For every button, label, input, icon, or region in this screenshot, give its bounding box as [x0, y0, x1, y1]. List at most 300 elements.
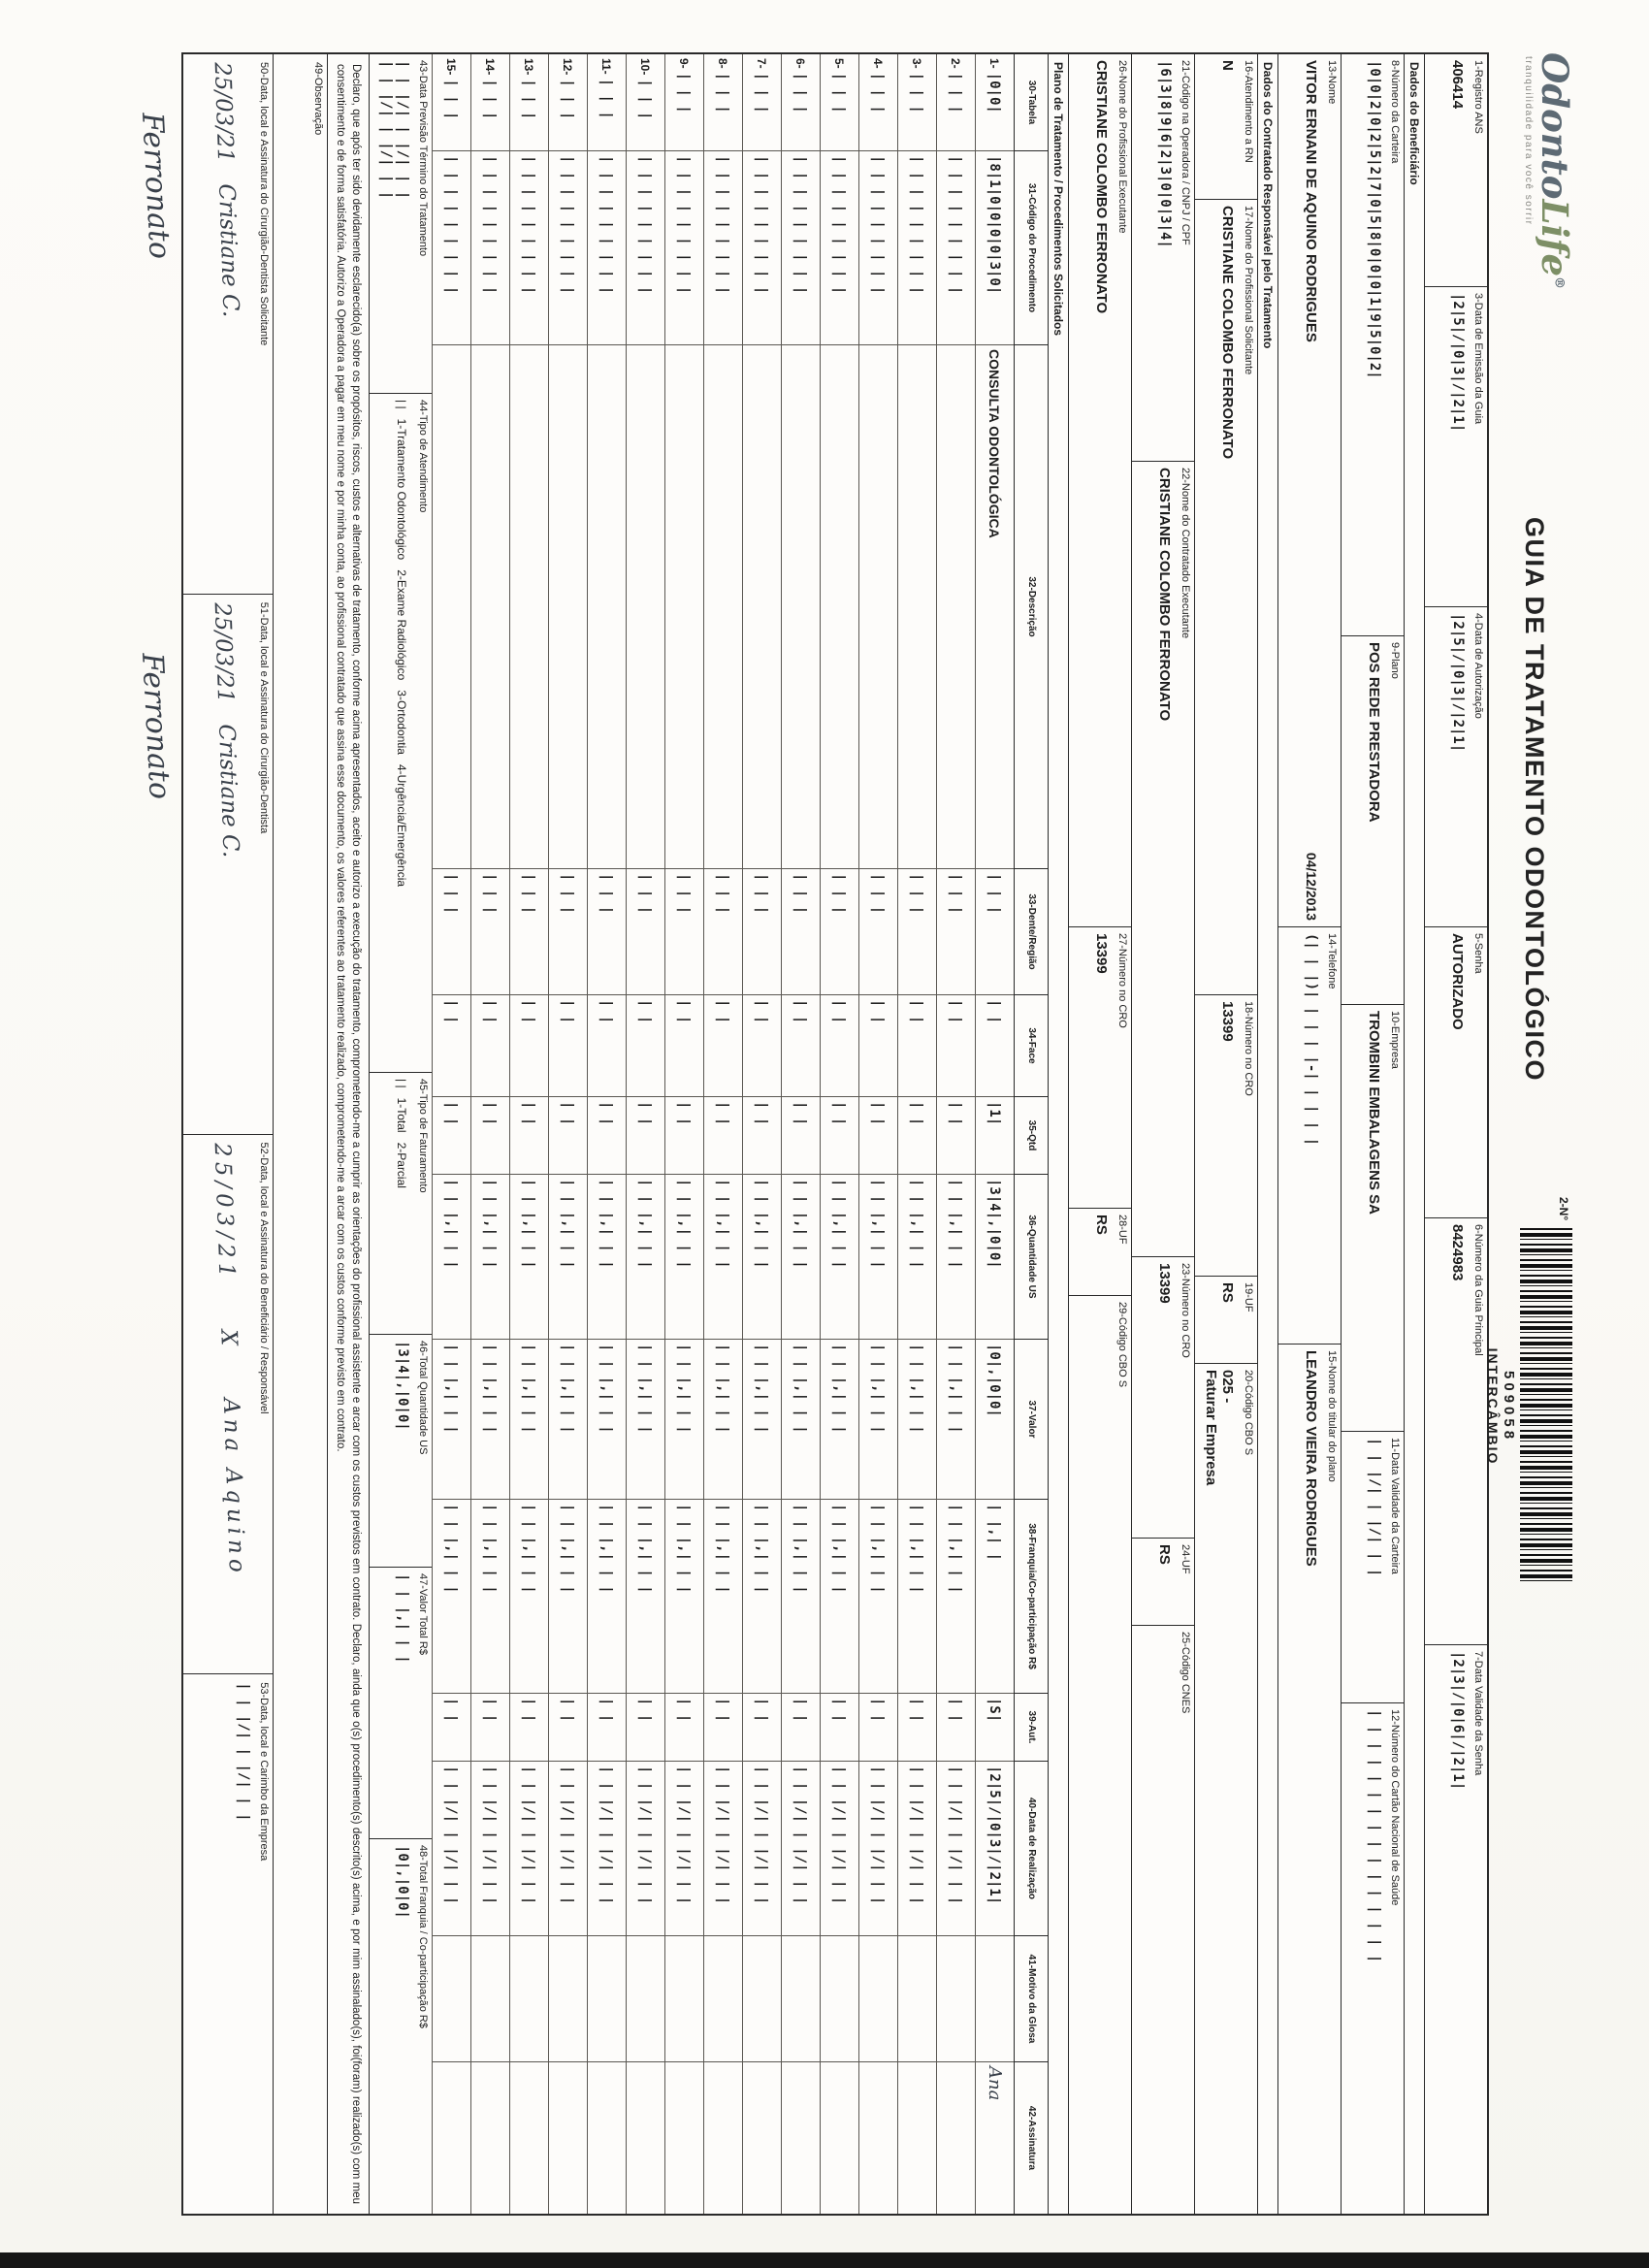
cell-value: | | [482, 1101, 499, 1126]
field-codigo-cnes [1132, 1626, 1194, 2214]
cell-quantidade-us [704, 1175, 742, 1340]
field-empresa [1342, 1005, 1404, 1432]
cell-value: | | [715, 999, 731, 1024]
cell-value: | | | [948, 873, 964, 915]
cell-value: | | |,| | | [443, 1504, 460, 1594]
cell-dente [821, 869, 858, 995]
cell-face [510, 995, 548, 1097]
section-dados-contratado: Dados do Contratado Responsável pelo Tratamento [1257, 54, 1277, 2214]
cell-data-realizacao [898, 1762, 936, 1936]
table-row [820, 54, 858, 2214]
handwritten-date-signature: 25/03/21 X Ana Aquino [209, 1142, 250, 1577]
cell-data-realizacao [471, 1762, 509, 1936]
cell-descricao [898, 345, 936, 869]
col-header-tabela: 30-Tabela [1015, 54, 1048, 151]
guia-number-block [1485, 1197, 1580, 1585]
cell-aut [976, 1694, 1014, 1762]
cell-valor [937, 1340, 975, 1500]
field-value: |0|,|0|0| [395, 1845, 411, 1919]
field-value: LEANDRO VIEIRA RODRIGUES [1303, 1350, 1320, 1567]
field-atendimento-rn [1195, 54, 1257, 200]
cell-value: | | |,| | | [792, 1344, 809, 1434]
cell-data-realizacao [665, 1762, 703, 1936]
cell-assinatura [471, 2062, 509, 2214]
field-label: 19-UF [1243, 1282, 1254, 1312]
field-label: 48-Total Franquia / Co-participação R$ [417, 1845, 429, 2028]
cell-value: | | | [443, 79, 460, 120]
registered-mark-icon: ® [1551, 275, 1567, 289]
field-label: 49-Observação [311, 62, 324, 136]
field-label: 17-Nome do Profissional Solicitante [1243, 206, 1254, 375]
field-label: 13-Nome [1326, 60, 1338, 105]
cell-assinatura [743, 2062, 781, 2214]
cell-codigo [510, 151, 548, 345]
cell-franquia [665, 1500, 703, 1694]
signature-beneficiario [183, 1135, 273, 1675]
cell-value: | | |/| | |/| | | [676, 1766, 693, 1905]
cell-assinatura [549, 2062, 587, 2214]
cell-codigo [588, 151, 626, 345]
cell-value: | | [715, 1101, 731, 1126]
cell-value: | | |/| | |/| | | [521, 1766, 537, 1905]
signature-cirurgiao-dentista [134, 595, 273, 1135]
guia-number-label: 2-N° [1557, 1197, 1570, 1221]
cell-assinatura [821, 2062, 858, 2214]
handwritten-surname-overflow: Ferronato [134, 112, 177, 260]
cell-value: | | [598, 999, 615, 1024]
cell-codigo [937, 151, 975, 345]
col-header-descricao: 32-Descrição [1015, 345, 1048, 869]
handwritten-surname-overflow: Ferronato [134, 651, 177, 800]
cell-franquia [782, 1500, 820, 1694]
cell-valor [821, 1340, 858, 1500]
cell-value: | | | [521, 873, 537, 915]
cell-quantidade-us [976, 1175, 1014, 1340]
col-header-face: 34-Face [1015, 995, 1048, 1097]
field-value-2: | | |/| | |/| | | [378, 60, 395, 200]
table-row [509, 54, 548, 2214]
cell-value: | | | | | | | | | [521, 155, 537, 295]
field-value: | | |/| | |/| | | [395, 60, 411, 200]
cell-value: | | |,| | | [676, 1344, 693, 1434]
field-profissional-executante [1069, 54, 1131, 927]
field-value: CRISTIANE COLOMBO FERRONATO [1093, 60, 1111, 314]
cell-assinatura [859, 2062, 897, 2214]
field-value: 8424983 [1449, 1224, 1467, 1281]
field-label: 23-Número no CRO [1180, 1263, 1191, 1358]
cell-value: | | |,| | | [715, 1179, 731, 1269]
cell-franquia [704, 1500, 742, 1694]
cell-dente [665, 869, 703, 995]
cell-franquia [976, 1500, 1014, 1694]
cell-value: | | [637, 999, 654, 1024]
field-tipo-atendimento [370, 394, 432, 1073]
cell-value: | | |,| | | [948, 1504, 964, 1594]
field-value: POS REDE PRESTADORA [1366, 642, 1383, 823]
row-number: 12- [561, 58, 575, 76]
cell-value: | | | | | | | | | [715, 155, 731, 295]
cell-dente [704, 869, 742, 995]
field-label: 11-Data Validade da Carteira [1389, 1438, 1401, 1574]
cell-quantidade-us [549, 1175, 587, 1340]
cell-value: | | |,| | | [482, 1179, 499, 1269]
cell-value: | | |,| | | [909, 1344, 925, 1434]
cell-value: |8|1|0|0|0|0|3|0| [986, 155, 1003, 295]
cell-value: | | |,| | | [792, 1504, 809, 1594]
field-profissional-solicitante [1195, 200, 1257, 995]
cell-value: | | |/| | |/| | | [909, 1766, 925, 1905]
logo-tagline: tranquilidade para você sorrir [1523, 56, 1534, 226]
field-value-2: Faturar Empresa [1203, 1370, 1220, 1486]
field-label: 14-Telefone [1326, 933, 1338, 989]
cell-value: | | | [715, 72, 731, 113]
cell-value: | | | [831, 72, 848, 113]
col-header-qtd: 35-Qtd [1015, 1097, 1048, 1175]
table-row [858, 54, 897, 2214]
cell-motivo-glosa [627, 1936, 664, 2062]
cell-assinatura [898, 2062, 936, 2214]
handwritten-date-signature: 25/03/21 Cristiane C. [209, 61, 243, 318]
row-number: 1- [987, 58, 1002, 69]
cell-motivo-glosa [704, 1936, 742, 2062]
handwritten-signature: Ana [985, 2066, 1005, 2101]
field-value: |2|5|/|0|3|/|2|1| [1450, 613, 1467, 753]
field-cartao-nacional-saude [1342, 1703, 1404, 2214]
cell-value: | | | [560, 79, 576, 120]
cell-motivo-glosa [859, 1936, 897, 2062]
field-label: 1-Registro ANS [1472, 60, 1484, 134]
cell-value: | | |,| | | [870, 1344, 887, 1434]
row-number: 15- [444, 58, 459, 76]
cell-motivo-glosa [549, 1936, 587, 2062]
cell-tabela [627, 54, 664, 151]
cell-value: | | |/| | |/| | | [598, 1766, 615, 1905]
cell-motivo-glosa [976, 1936, 1014, 2062]
cell-value: | | [521, 1101, 537, 1126]
field-observacao [273, 54, 327, 2214]
cell-value: | | |,| | | [443, 1344, 460, 1434]
cell-value: | | | | | | | | | [676, 155, 693, 295]
cell-value: | | | [870, 873, 887, 915]
col-header-data-realizacao: 40-Data de Realização [1015, 1762, 1048, 1936]
cell-aut [821, 1694, 858, 1762]
cell-quantidade-us [859, 1175, 897, 1340]
cell-data-realizacao [937, 1762, 975, 1936]
cell-face [549, 995, 587, 1097]
field-value: | | |/| | |/| | | [236, 1682, 252, 1822]
cell-valor [471, 1340, 509, 1500]
cell-value: | | | [637, 79, 654, 120]
cell-face [665, 995, 703, 1097]
field-data-autorizacao [1425, 607, 1487, 927]
field-value: RS [1156, 1544, 1174, 1565]
cell-codigo [433, 151, 470, 345]
field-total-quantidade-us [370, 1335, 432, 1568]
field-uf-executante [1069, 1209, 1131, 1296]
field-value: 406414 [1449, 60, 1467, 110]
cell-value: | | |,| | | [909, 1504, 925, 1594]
cell-qtd [704, 1097, 742, 1175]
field-data-emissao [1425, 287, 1487, 607]
field-nome-titular [1278, 1345, 1341, 2214]
cell-value: | | | | | | | | | [443, 155, 460, 295]
row-contratado-3 [1068, 54, 1131, 2214]
cell-motivo-glosa [782, 1936, 820, 2062]
cell-motivo-glosa [665, 1936, 703, 2062]
field-label: 21-Código na Operadora / CNPJ / CPF [1180, 60, 1191, 245]
field-label: 12-Número do Cartão Nacional de Saúde [1389, 1709, 1401, 1906]
field-label: 18-Número no CRO [1243, 1001, 1254, 1096]
cell-value: | | |,| | | [870, 1504, 887, 1594]
cell-value: | | |,| | | [637, 1179, 654, 1269]
cell-quantidade-us [743, 1175, 781, 1340]
row-number: 2- [949, 58, 963, 69]
cell-franquia [471, 1500, 509, 1694]
field-previsao-termino [370, 54, 432, 394]
cell-descricao [433, 345, 470, 869]
cell-descricao [471, 345, 509, 869]
cell-value: | | [482, 1698, 499, 1723]
field-label: 7-Data Validade da Senha [1472, 1651, 1484, 1776]
odontolife-logo [1491, 52, 1580, 402]
form-body [134, 52, 1489, 2216]
cell-value: | | | [754, 72, 770, 113]
table-row [548, 54, 587, 2214]
cell-dente [471, 869, 509, 995]
cell-codigo [665, 151, 703, 345]
cell-valor [976, 1340, 1014, 1500]
cell-tabela [665, 54, 703, 151]
field-label: 27-Número no CRO [1116, 933, 1128, 1028]
cell-value: | | |,| | | [598, 1504, 615, 1594]
cell-value: | | | | | | | | | [482, 155, 499, 295]
row-contratado-2 [1131, 54, 1194, 2214]
cell-tabela [549, 54, 587, 151]
cell-valor [588, 1340, 626, 1500]
cell-descricao [627, 345, 664, 869]
field-label: 28-UF [1116, 1215, 1128, 1245]
cell-qtd [821, 1097, 858, 1175]
section-dados-beneficiario: Dados do Beneficiário [1404, 54, 1424, 2214]
cell-motivo-glosa [433, 1936, 470, 2062]
cell-dente [549, 869, 587, 995]
signature-carimbo-empresa [183, 1674, 273, 2214]
cell-aut [743, 1694, 781, 1762]
logo-text [1534, 52, 1576, 402]
row-number: 8- [716, 58, 730, 69]
cell-value: | |,| | [986, 1504, 1003, 1562]
row-number: 3- [910, 58, 924, 69]
cell-codigo [859, 151, 897, 345]
row-number: 14- [483, 58, 498, 76]
cell-franquia [937, 1500, 975, 1694]
cell-qtd [433, 1097, 470, 1175]
field-uf-solicitante [1195, 1277, 1257, 1364]
birth-date: 04/12/2013 [1304, 852, 1320, 921]
cell-value: | | |,| | | [482, 1504, 499, 1594]
cell-value: | | |,| | | [754, 1344, 770, 1434]
cell-data-realizacao [627, 1762, 664, 1936]
cell-value: |0|,|0|0| [986, 1344, 1003, 1417]
cell-value: | | [676, 999, 693, 1024]
field-label: 53-Data, local e Carimbo da Empresa [257, 1682, 270, 1862]
row-number: 9- [677, 58, 692, 69]
row-number: 6- [793, 58, 808, 69]
field-label: 3-Data de Emissão da Guia [1472, 293, 1484, 425]
field-label: 47-Valor Total R$ [417, 1573, 429, 1655]
cell-aut [782, 1694, 820, 1762]
cell-aut [549, 1694, 587, 1762]
cell-tabela [976, 54, 1014, 151]
cell-aut [471, 1694, 509, 1762]
field-value: AUTORIZADO [1449, 933, 1467, 1030]
cell-codigo [782, 151, 820, 345]
row-beneficiario-2 [1277, 54, 1341, 2214]
cell-value: | | [560, 999, 576, 1024]
field-label: 24-UF [1180, 1544, 1191, 1574]
cell-tabela [821, 54, 858, 151]
cell-value: | | [637, 1101, 654, 1126]
row-signatures [134, 54, 273, 2214]
field-label: 9-Plano [1389, 642, 1401, 679]
cell-value: | | | [870, 72, 887, 113]
cell-value: | | [676, 1101, 693, 1126]
header-spacer [1491, 1585, 1580, 2216]
field-nome-beneficiario [1278, 54, 1341, 927]
cell-value: | | [598, 1698, 615, 1723]
cell-aut [665, 1694, 703, 1762]
cell-value: | | [598, 1101, 615, 1126]
col-header-dente: 33-Dente/Região [1015, 869, 1048, 995]
cell-value: | | |,| | | [676, 1504, 693, 1594]
field-value: RS [1093, 1215, 1111, 1235]
col-header-quantidade-us: 36-Quantidade US [1015, 1175, 1048, 1340]
cell-value: | | [792, 1698, 809, 1723]
cell-face [433, 995, 470, 1097]
cell-assinatura [433, 2062, 470, 2214]
field-label: 52-Data, local e Assinatura do Beneficiário / Responsável [257, 1142, 270, 1414]
col-header-motivo-glosa: 41-Motivo da Glosa [1015, 1936, 1048, 2062]
cell-codigo [743, 151, 781, 345]
cell-dente [510, 869, 548, 995]
cell-value: | | |,| | | [715, 1504, 731, 1594]
cell-face [976, 995, 1014, 1097]
cell-data-realizacao [743, 1762, 781, 1936]
cell-assinatura [782, 2062, 820, 2214]
cell-value: | | | [598, 873, 615, 915]
col-header-valor: 37-Valor [1015, 1340, 1048, 1500]
cell-value: | | | [792, 873, 809, 915]
row-number: 10- [638, 58, 653, 76]
col-header-codigo: 31-Código do Procedimento [1015, 151, 1048, 345]
cell-value: | | |,| | | [598, 1344, 615, 1434]
field-validade-senha [1425, 1645, 1487, 2214]
field-guia-principal [1425, 1218, 1487, 1645]
cell-data-realizacao [433, 1762, 470, 1936]
cell-value: | | [986, 999, 1003, 1024]
row-beneficiario-1 [1341, 54, 1404, 2214]
field-value: |3|4|,|0|0| [395, 1341, 411, 1431]
cell-valor [859, 1340, 897, 1500]
cell-descricao [743, 345, 781, 869]
cell-value: |3|4|,|0|0| [986, 1179, 1003, 1269]
cell-face [704, 995, 742, 1097]
cell-qtd [743, 1097, 781, 1175]
gto-form [63, 43, 1586, 2225]
table-row [936, 54, 975, 2214]
cell-descricao [588, 345, 626, 869]
field-label: 20-Código CBO S [1243, 1370, 1254, 1456]
cell-value: | | |/| | |/| | | [792, 1766, 809, 1905]
cell-franquia [510, 1500, 548, 1694]
cell-value: | | |,| | | [482, 1344, 499, 1434]
form-title: GUIA DE TRATAMENTO ODONTOLÓGICO [1520, 517, 1549, 1082]
cell-value: | | | [482, 873, 499, 915]
cell-value: | | [792, 1101, 809, 1126]
cell-value: | | [676, 1698, 693, 1723]
cell-value: | | [831, 999, 848, 1024]
cell-value: | | |,| | | [560, 1179, 576, 1269]
cell-value: | | [560, 1698, 576, 1723]
cell-aut [704, 1694, 742, 1762]
cell-qtd [627, 1097, 664, 1175]
field-value: RS [1219, 1282, 1237, 1303]
cell-motivo-glosa [821, 1936, 858, 2062]
cell-motivo-glosa [898, 1936, 936, 2062]
cell-motivo-glosa [743, 1936, 781, 2062]
cell-quantidade-us [665, 1175, 703, 1340]
field-label: 43-Data Previsão Término do Tratamento [417, 60, 429, 257]
field-label: 51-Data, local e Assinatura do Cirurgião-Dentista [257, 601, 270, 834]
cell-value: |2|5|/|0|3|/|2|1| [986, 1766, 1003, 1905]
cell-value: | | |,| | | [715, 1344, 731, 1434]
cell-face [627, 995, 664, 1097]
cell-assinatura [627, 2062, 664, 2214]
cell-aut [433, 1694, 470, 1762]
cell-codigo [704, 151, 742, 345]
cell-tabela [588, 54, 626, 151]
cell-value: | | | [909, 873, 925, 915]
cell-value: | | [754, 999, 770, 1024]
field-label: 15-Nome do titular do plano [1326, 1350, 1338, 1482]
cell-value: | | | [715, 873, 731, 915]
cell-motivo-glosa [510, 1936, 548, 2062]
cell-franquia [859, 1500, 897, 1694]
field-value: |0|0|2|0|2|5|2|7|0|5|8|0|0|0|1|9|5|0|2| [1367, 60, 1383, 379]
cell-franquia [627, 1500, 664, 1694]
cell-value: | | |,| | | [754, 1504, 770, 1594]
cell-value: | | | | | | | | | [598, 155, 615, 295]
cell-franquia [588, 1500, 626, 1694]
row-totais [369, 54, 432, 2214]
cell-data-realizacao [821, 1762, 858, 1936]
field-value: |2|5|/|0|3|/|2|1| [1450, 293, 1467, 433]
cell-quantidade-us [782, 1175, 820, 1340]
cell-aut [937, 1694, 975, 1762]
cell-valor [433, 1340, 470, 1500]
cell-value: | | [443, 1101, 460, 1126]
cell-codigo [627, 151, 664, 345]
cell-assinatura [937, 2062, 975, 2214]
cell-codigo [821, 151, 858, 345]
cell-dente [976, 869, 1014, 995]
cell-value: | | [870, 1698, 887, 1723]
field-cro-executante [1069, 927, 1131, 1209]
cell-data-realizacao [859, 1762, 897, 1936]
cell-value: | | |/| | |/| | | [831, 1766, 848, 1905]
cell-valor [782, 1340, 820, 1500]
cell-value: CONSULTA ODONTOLÓGICA [986, 349, 1003, 538]
